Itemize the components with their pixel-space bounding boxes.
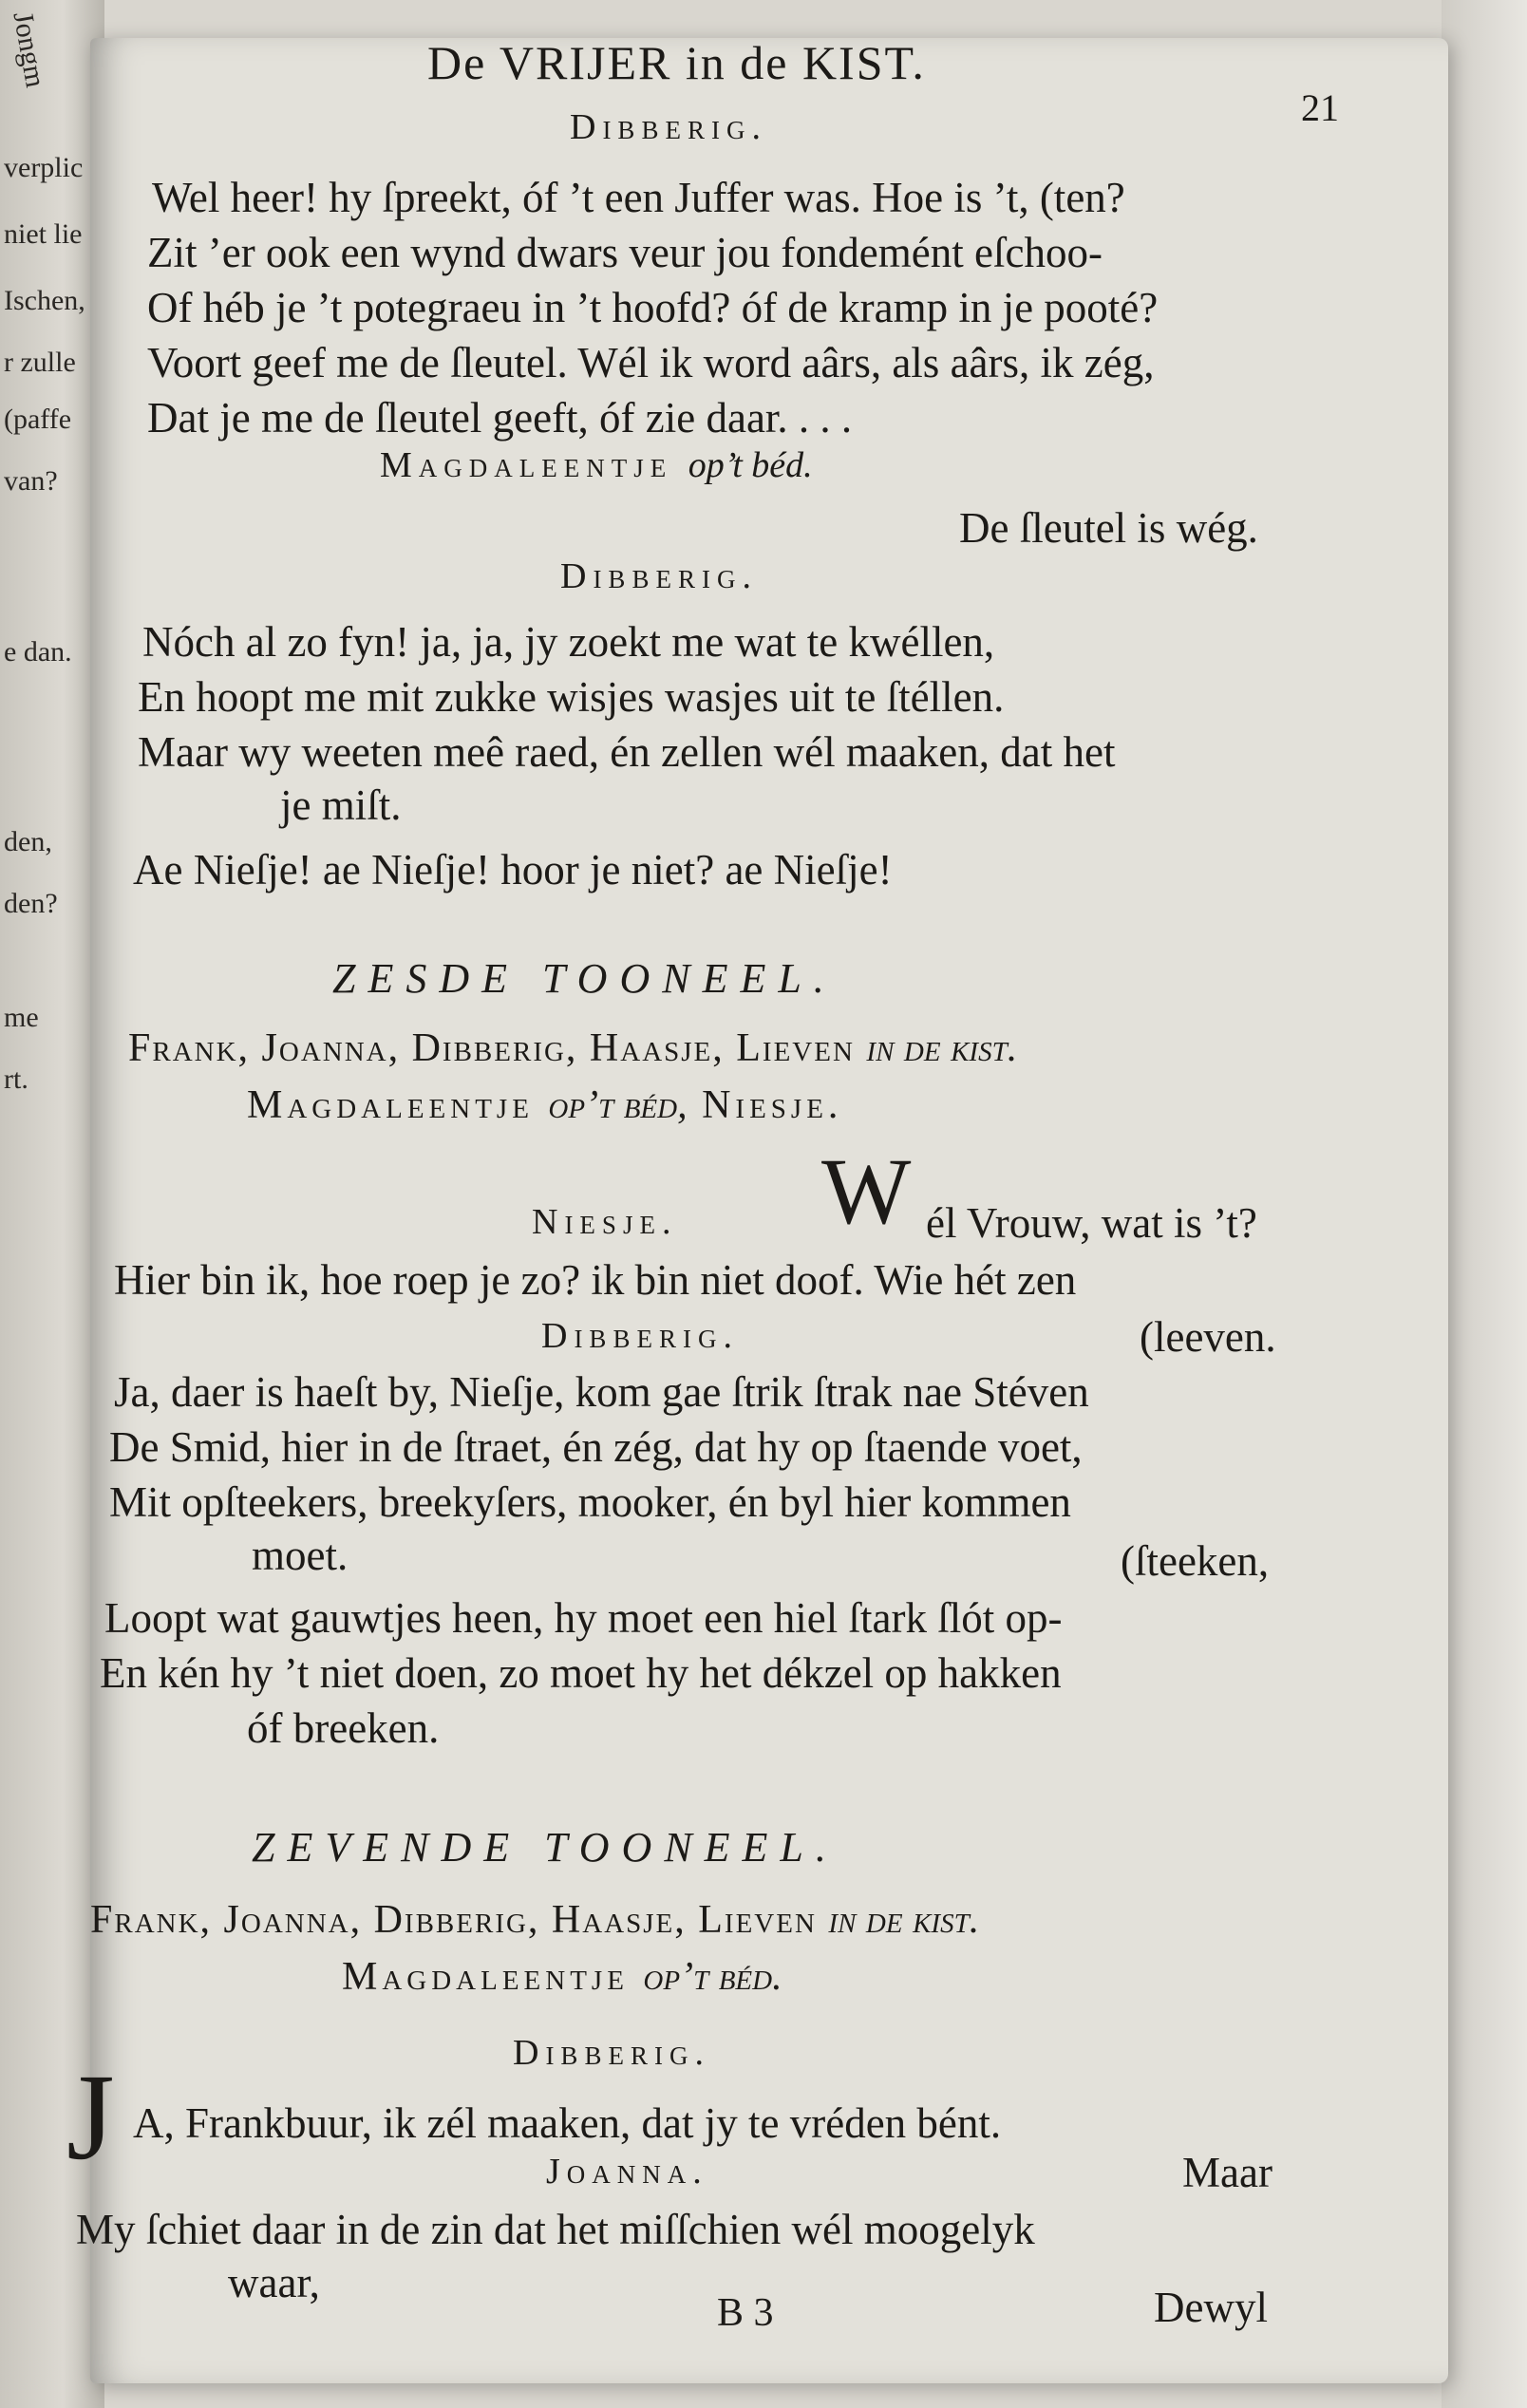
cast-list <box>128 1025 1017 1071</box>
cast-names: Magdaleentje <box>247 1083 534 1127</box>
verse-line: A, Frankbuur, ik zél maaken, dat jy te vréden bént. <box>133 2099 1002 2147</box>
cast-names: Niesje. <box>702 1083 843 1127</box>
verse-line: Wel heer! hy ſpreekt, óf ’t een Juffer was. Hoe is ’t, (ten? <box>152 174 1125 221</box>
speaker-heading: Dibberig. <box>541 1316 739 1356</box>
scene-title: ZESDE TOONEEL. <box>332 955 837 1002</box>
verse-line: De ſleutel is wég. <box>959 504 1258 552</box>
verse-overflow: (ſteeken, <box>1121 1537 1270 1585</box>
stage-direction: op’t béd. <box>688 445 813 485</box>
verse-line: Of héb je ’t potegraeu in ’t hoofd? óf de kramp in je pooté? <box>147 284 1159 331</box>
catchword: Dewyl <box>1154 2284 1268 2331</box>
stage-direction: op’t béd, <box>548 1083 688 1127</box>
verse-line: En hoopt me mit zukke wisjes wasjes uit te ſtéllen. <box>138 673 1005 721</box>
verse-line: Hier bin ik, hoe roep je zo? ik bin niet doof. Wie hét zen <box>114 1256 1077 1304</box>
cast-list <box>90 1897 979 1943</box>
left-page-fragment: rt. <box>4 1063 28 1095</box>
left-page-fragment: e dan. <box>4 636 72 668</box>
cast-names: Magdaleentje <box>342 1955 629 1999</box>
stage-direction: in de kiſt. <box>828 1898 980 1942</box>
stage-direction: in de kiſt. <box>866 1026 1018 1070</box>
verse-line: óf breeken. <box>247 1704 440 1752</box>
speaker-heading <box>380 444 813 486</box>
left-page-fragment: niet lie <box>4 218 83 250</box>
speaker-heading: Joanna. <box>546 2152 708 2192</box>
left-page-fragment: verplic <box>4 152 84 183</box>
left-page-fragment: (paffe <box>4 404 72 435</box>
book-page <box>66 36 1448 2383</box>
signature-mark: B 3 <box>717 2291 774 2335</box>
speaker-heading: Niesje. <box>532 1202 678 1242</box>
verse-line: En kén hy ’t niet doen, zo moet hy het dékzel op hakken <box>100 1649 1062 1697</box>
verse-line: él Vrouw, wat is ’t? <box>926 1199 1257 1247</box>
left-page-fragment: Ischen, <box>4 285 85 316</box>
verse-line: Maar wy weeten meê raed, én zellen wél maaken, dat het <box>138 728 1116 776</box>
verse-line: waar, <box>228 2259 320 2306</box>
verse-overflow: (leeven. <box>1140 1313 1276 1361</box>
speaker-heading: Dibberig. <box>560 556 758 596</box>
verse-line: De Smid, hier in de ſtraet, én zég, dat hy op ſtaende voet, <box>109 1423 1083 1471</box>
left-page-fragment: r zulle <box>4 347 76 378</box>
verse-line: Mit opſteekers, breekyſers, mooker, én byl hier kommen <box>109 1478 1071 1526</box>
left-page-fragment: Jongm <box>7 9 51 90</box>
verse-line: Nóch al zo fyn! ja, ja, jy zoekt me wat te kwéllen, <box>142 618 995 666</box>
stage-direction: op’t béd. <box>643 1955 782 1999</box>
verse-line: Loopt wat gauwtjes heen, hy moet een hiel ſtark ſlót op- <box>104 1594 1063 1642</box>
speaker-heading: Dibberig. <box>570 107 767 147</box>
catch-text: Maar <box>1182 2149 1272 2196</box>
verse-line: Voort geef me de ſleutel. Wél ik word aârs, als aârs, ik zég, <box>147 339 1155 386</box>
cast-list <box>342 1954 782 2000</box>
speaker-name: Magdaleentje <box>380 445 673 485</box>
verse-line: Dat je me de ſleutel geeft, óf zie daar. . . . <box>147 394 853 442</box>
background-edge <box>1442 0 1527 2408</box>
cast-list <box>247 1082 842 1128</box>
verse-line: Ja, daer is haeſt by, Nieſje, kom gae ſtrik ſtrak nae Stéven <box>114 1368 1089 1416</box>
scene-title: ZEVENDE TOONEEL. <box>252 1824 839 1871</box>
verse-line: je miſt. <box>280 781 402 829</box>
left-page-fragment: me <box>4 1002 39 1033</box>
drop-capital: J <box>66 2049 115 2186</box>
left-page-edge <box>0 0 104 2408</box>
page-number: 21 <box>1301 86 1339 129</box>
verse-line: moet. <box>252 1532 349 1579</box>
verse-line: Ae Nieſje! ae Nieſje! hoor je niet? ae Nieſje! <box>133 846 893 894</box>
left-page-fragment: den, <box>4 826 52 857</box>
verse-line: Zit ’er ook een wynd dwars veur jou fondemént eſchoo- <box>147 229 1103 276</box>
left-page-fragment: den? <box>4 888 58 919</box>
drop-capital: W <box>821 1138 912 1244</box>
running-title: De VRIJER in de KIST. <box>427 36 926 89</box>
speaker-heading: Dibberig. <box>513 2033 710 2073</box>
left-page-fragment: van? <box>4 465 58 497</box>
cast-names: Frank, Joanna, Dibberig, Haasje, Lieven <box>128 1026 855 1070</box>
verse-line: My ſchiet daar in de zin dat het miſſchien wél moogelyk <box>76 2206 1035 2253</box>
cast-names: Frank, Joanna, Dibberig, Haasje, Lieven <box>90 1898 817 1942</box>
